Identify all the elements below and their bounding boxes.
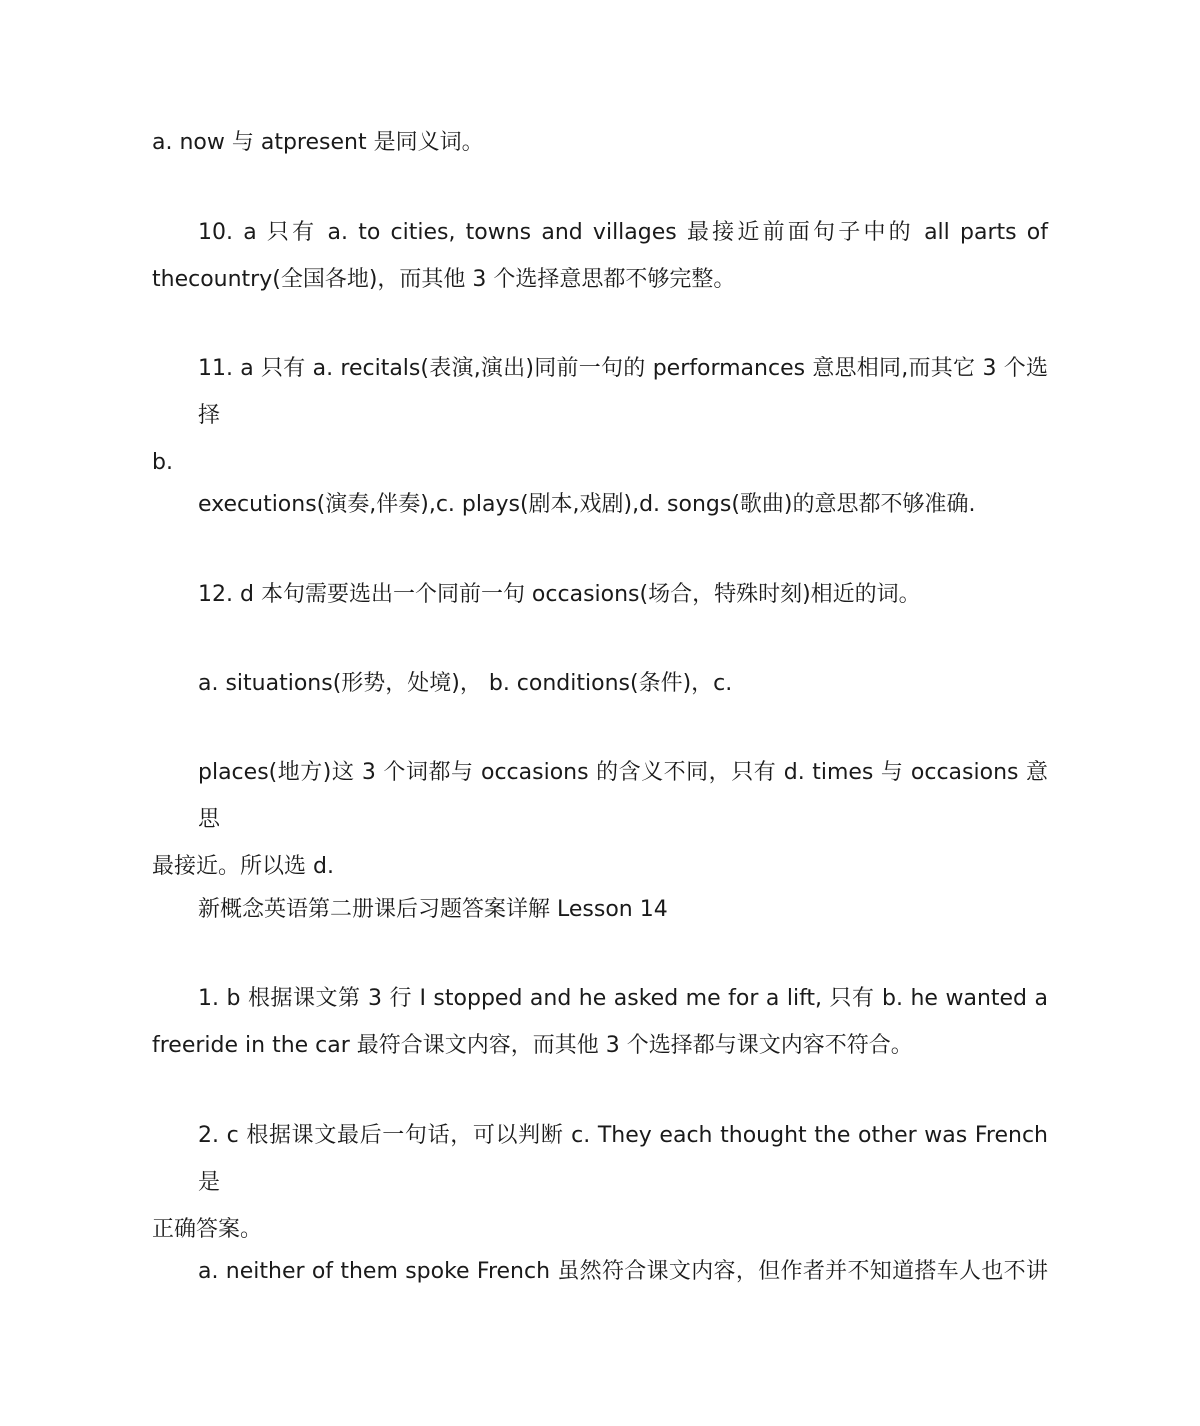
text-line: b. [152, 450, 173, 475]
text-line: a. situations(形势，处境)， b. conditions(条件)，c. [198, 671, 733, 696]
text-line: 正确答案。 [152, 1217, 263, 1242]
text-line: 12. d 本句需要选出一个同前一句 occasions(场合，特殊时刻)相近的词。 [198, 582, 921, 607]
text-line: a. neither of them spoke French 虽然符合课文内容，但作者并不知道搭车人也不讲 [198, 1259, 1048, 1284]
text-line: places(地方)这 3 个词都与 occasions 的含义不同，只有 d. times 与 occasions 意思 [198, 760, 1048, 832]
text-line: 1. b 根据课文第 3 行 I stopped and he asked me for a lift, 只有 b. he wanted a [198, 986, 1048, 1011]
text-line: 10. a 只有 a. to cities, towns and villages 最接近前面句子中的 all parts of [198, 220, 1048, 245]
paragraph-answer-12 [152, 571, 1048, 618]
paragraph-answer-12-options [152, 660, 1048, 707]
text-line: executions(演奏,伴奏),c. plays(剧本,戏剧),d. songs(歌曲)的意思都不够准确. [198, 492, 976, 517]
paragraph-lesson14-answer-2 [152, 1112, 1048, 1253]
paragraph-lesson14-answer-1 [152, 975, 1048, 1069]
text-line: thecountry(全国各地)，而其他 3 个选择意思都不够完整。 [152, 267, 736, 292]
text-line: 最接近。所以选 d. [152, 854, 334, 879]
text-line: freeride in the car 最符合课文内容，而其他 3 个选择都与课文内容不符合。 [152, 1033, 913, 1058]
text-line: 11. a 只有 a. recitals(表演,演出)同前一句的 performances 意思相同,而其它 3 个选择 [198, 356, 1048, 428]
section-heading-lesson-14 [152, 886, 1048, 933]
paragraph-lesson14-answer-2-note [152, 1248, 1048, 1295]
paragraph-answer-12-explanation [152, 749, 1048, 890]
text-line: 新概念英语第二册课后习题答案详解 Lesson 14 [198, 897, 668, 922]
text-line: 2. c 根据课文最后一句话，可以判断 c. They each thought the other was French 是 [198, 1123, 1048, 1195]
paragraph-answer-11 [152, 345, 1048, 486]
text-line: a. now 与 atpresent 是同义词。 [152, 130, 484, 155]
paragraph-note-a-now [152, 119, 1048, 166]
paragraph-answer-11-continued [152, 481, 1048, 528]
paragraph-answer-10 [152, 209, 1048, 303]
